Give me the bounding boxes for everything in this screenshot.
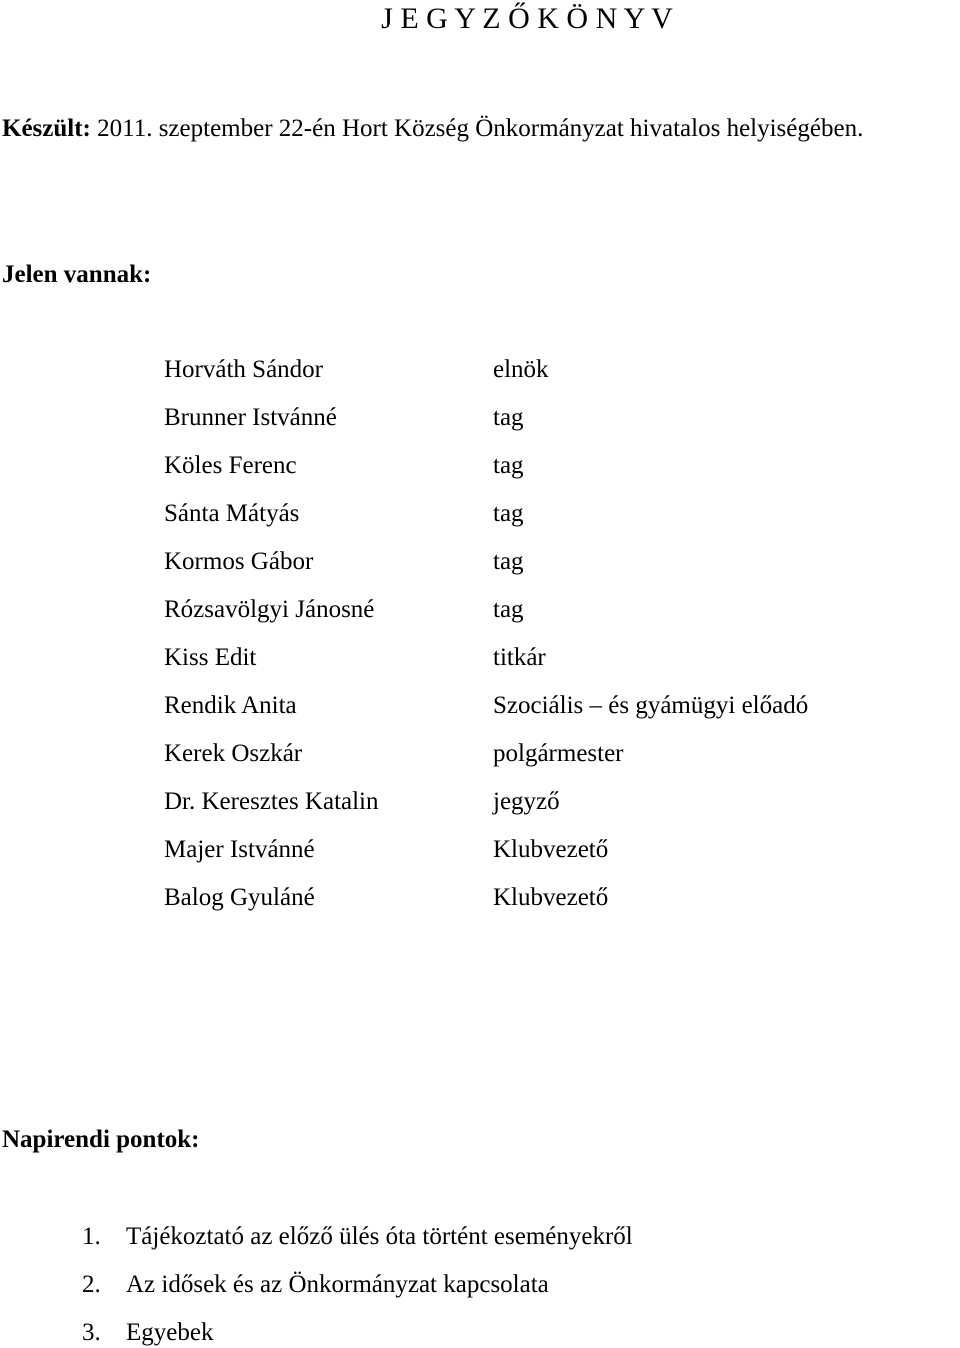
attendee-name: Rendik Anita [164, 692, 297, 719]
attendee-role: Klubvezető [493, 836, 609, 863]
attendee-role: Szociális – és gyámügyi előadó [493, 692, 809, 719]
attendee-role: Klubvezető [493, 884, 609, 911]
agenda-item-number: 2. [82, 1271, 101, 1298]
attendee-name: Majer Istvánné [164, 836, 315, 863]
attendee-role: tag [493, 596, 524, 623]
attendee-name: Kiss Edit [164, 644, 257, 671]
agenda-item-text: Tájékoztató az előző ülés óta történt eseményekről [126, 1223, 633, 1250]
attendee-name: Köles Ferenc [164, 452, 297, 479]
attendee-name: Balog Gyuláné [164, 884, 315, 911]
attendee-name: Dr. Keresztes Katalin [164, 788, 379, 815]
agenda-item-number: 1. [82, 1223, 101, 1250]
attendee-name: Kerek Oszkár [164, 740, 303, 767]
agenda-item-text: Egyebek [126, 1319, 214, 1346]
attendee-name: Kormos Gábor [164, 548, 314, 575]
agenda-item-text: Az idősek és az Önkormányzat kapcsolata [126, 1271, 549, 1298]
agenda-item-number: 3. [82, 1319, 101, 1346]
attendee-name: Sánta Mátyás [164, 500, 300, 527]
created-line [2, 116, 863, 141]
attendee-name: Horváth Sándor [164, 356, 323, 383]
attendee-name: Rózsavölgyi Jánosné [164, 596, 375, 623]
created-text: 2011. szeptember 22-én Hort Község Önkormányzat hivatalos helyiségében. [90, 115, 864, 142]
created-label: Készült: [2, 115, 91, 142]
agenda-heading: Napirendi pontok: [2, 1126, 200, 1153]
attendee-role: tag [493, 548, 524, 575]
attendee-role: tag [493, 404, 524, 431]
attendee-role: titkár [493, 644, 546, 671]
attendee-name: Brunner Istvánné [164, 404, 337, 431]
present-heading: Jelen vannak: [2, 261, 152, 288]
document-title: J E G Y Z Ő K Ö N Y V [381, 2, 673, 35]
attendee-role: polgármester [493, 740, 624, 767]
attendee-role: elnök [493, 356, 549, 383]
attendee-role: tag [493, 452, 524, 479]
attendee-role: tag [493, 500, 524, 527]
attendee-role: jegyző [493, 788, 560, 815]
